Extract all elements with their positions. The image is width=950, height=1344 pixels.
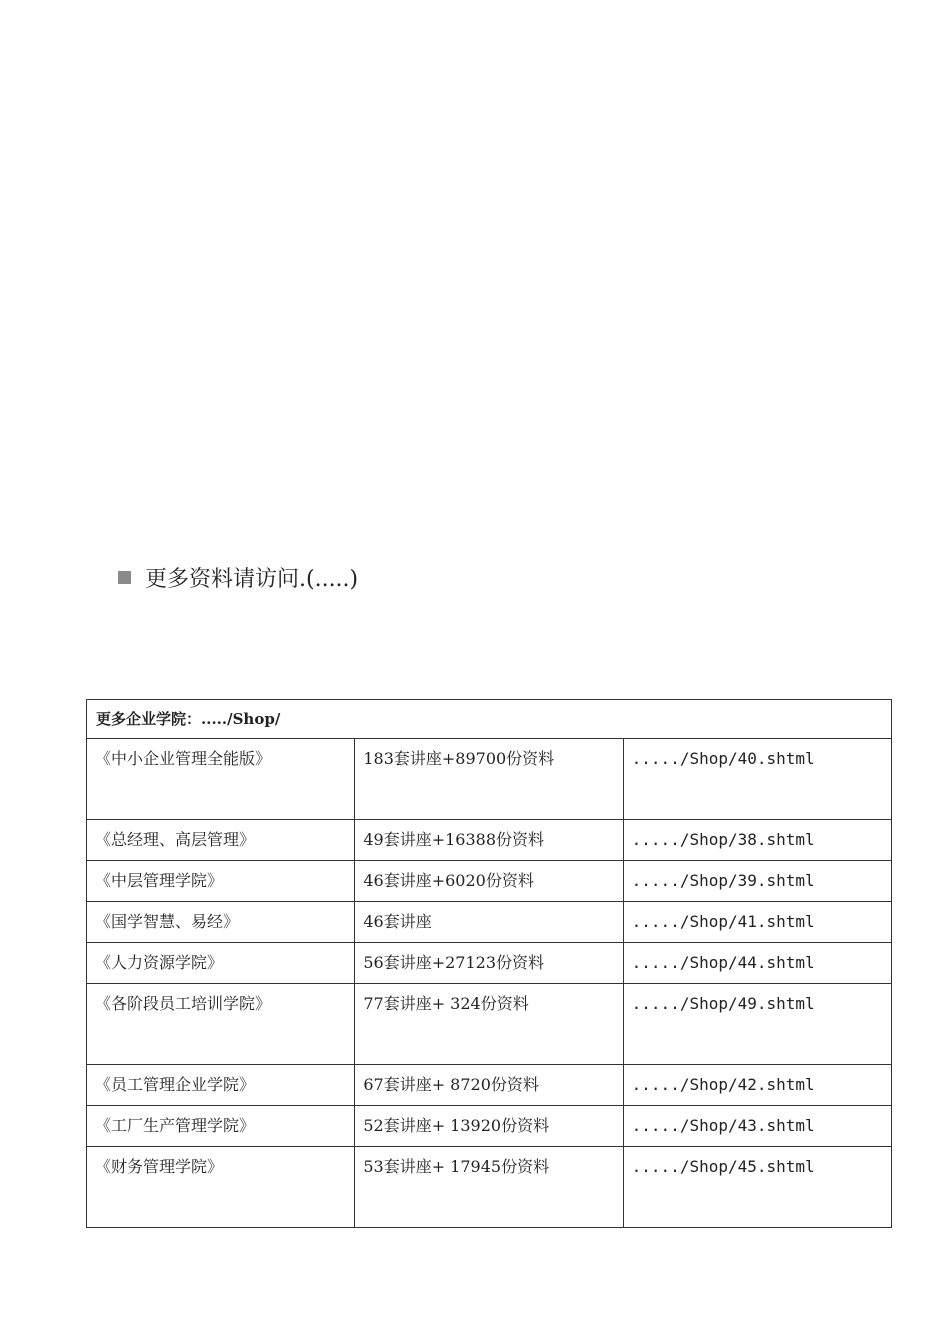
course-count: 52套讲座+ 13920份资料 — [355, 1106, 623, 1147]
course-count: 56套讲座+27123份资料 — [355, 943, 623, 984]
course-title: 《各阶段员工培训学院》 — [87, 984, 355, 1065]
course-link[interactable]: ...../Shop/39.shtml — [623, 861, 891, 902]
course-title: 《人力资源学院》 — [87, 943, 355, 984]
table-row — [87, 739, 892, 820]
table-row — [87, 902, 892, 943]
course-count: 183套讲座+89700份资料 — [355, 739, 623, 820]
table-header-row — [87, 700, 892, 739]
course-title: 《中层管理学院》 — [87, 861, 355, 902]
course-link[interactable]: ...../Shop/41.shtml — [623, 902, 891, 943]
table-row — [87, 820, 892, 861]
course-link[interactable]: ...../Shop/38.shtml — [623, 820, 891, 861]
course-count: 46套讲座+6020份资料 — [355, 861, 623, 902]
course-count: 67套讲座+ 8720份资料 — [355, 1065, 623, 1106]
course-link[interactable]: ...../Shop/43.shtml — [623, 1106, 891, 1147]
table-row — [87, 1065, 892, 1106]
course-title: 《国学智慧、易经》 — [87, 902, 355, 943]
notice-line — [118, 562, 358, 592]
square-bullet-icon — [118, 571, 131, 584]
course-title: 《员工管理企业学院》 — [87, 1065, 355, 1106]
course-link[interactable]: ...../Shop/42.shtml — [623, 1065, 891, 1106]
course-table — [86, 699, 892, 1228]
notice-text: 更多资料请访问.(.....) — [145, 566, 359, 592]
table-header: 更多企业学院：...../Shop/ — [87, 700, 892, 739]
course-title: 《中小企业管理全能版》 — [87, 739, 355, 820]
table-row — [87, 861, 892, 902]
course-link[interactable]: ...../Shop/44.shtml — [623, 943, 891, 984]
table-row — [87, 1106, 892, 1147]
table-row — [87, 984, 892, 1065]
course-title: 《财务管理学院》 — [87, 1147, 355, 1228]
course-link[interactable]: ...../Shop/49.shtml — [623, 984, 891, 1065]
course-count: 46套讲座 — [355, 902, 623, 943]
course-count: 49套讲座+16388份资料 — [355, 820, 623, 861]
table-row — [87, 1147, 892, 1228]
course-count: 53套讲座+ 17945份资料 — [355, 1147, 623, 1228]
table-row — [87, 943, 892, 984]
course-count: 77套讲座+ 324份资料 — [355, 984, 623, 1065]
course-link[interactable]: ...../Shop/45.shtml — [623, 1147, 891, 1228]
course-title: 《总经理、高层管理》 — [87, 820, 355, 861]
course-link[interactable]: ...../Shop/40.shtml — [623, 739, 891, 820]
course-title: 《工厂生产管理学院》 — [87, 1106, 355, 1147]
